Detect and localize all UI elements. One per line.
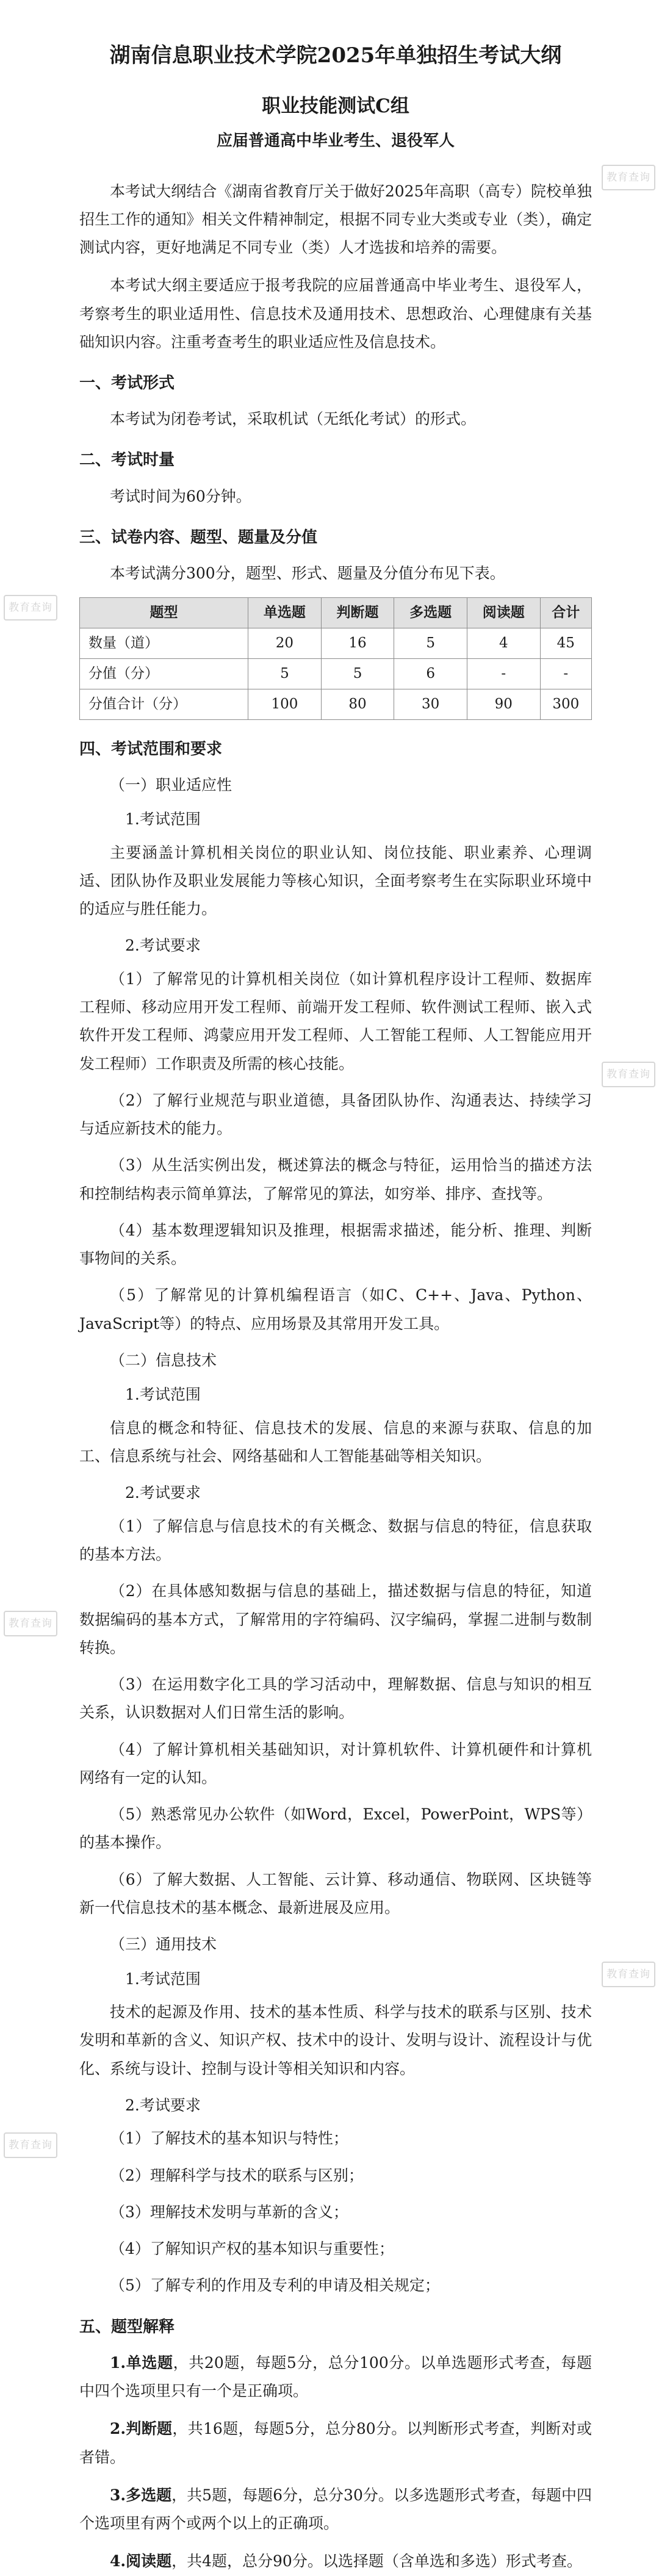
requirement-item: （5）了解常见的计算机编程语言（如C、C++、Java、Python、JavaScript等）的特点、应用场景及其常用开发工具。 [79,1286,592,1333]
requirement-item: （3）从生活实例出发，概述算法的概念与特征，运用恰当的描述方法和控制结构表示简单算法，了解常见的算法，如穷举、排序、查找等。 [79,1156,592,1203]
table-cell: 30 [394,689,467,719]
question-type-term: 3.多选题 [110,2486,172,2504]
table-row [80,628,592,659]
table-cell: 90 [467,689,540,719]
scope-text: 技术的起源及作用、技术的基本性质、科学与技术的联系与区别、技术发明和革新的含义、知识产权、技术中的设计、发明与设计、流程设计与优化、系统与设计、控制与设计等相关知识和内容。 [79,2003,592,2078]
table-cell: 4 [467,628,540,659]
subsection-title-general-technology: （三）通用技术 [110,1935,217,1954]
question-type-item [79,2349,592,2406]
table-cell: 100 [248,689,322,719]
requirement-item: （1）了解常见的计算机相关岗位（如计算机程序设计工程师、数据库工程师、移动应用开发工程师、前端开发工程师、软件测试工程师、嵌入式软件开发工程师、鸿蒙应用开发工程师、人工智能工程师、人工智能应用开发工程师）工作职责及所需的核心技能。 [79,970,592,1073]
question-type-description: ，共5题，每题6分，总分30分。以多选题形式考查，每题中四个选项里有两个或两个以上的正确项。 [79,2486,592,2533]
question-type-term: 2.判断题 [110,2420,173,2438]
requirements-title: 2.考试要求 [125,1484,201,1502]
target-audience: 应届普通高中毕业考生、退役军人 [216,131,455,150]
watermark: 教育查询 [4,2132,57,2158]
table-header-cell: 合计 [540,598,591,628]
section-heading-exam-duration: 二、考试时量 [79,451,175,470]
requirement-item: （4）了解知识产权的基本知识与重要性； [110,2240,394,2258]
table-cell: 分值合计（分） [80,689,248,719]
table-cell: - [467,658,540,689]
question-type-item [79,2481,592,2538]
requirement-item: （3）理解技术发明与革新的含义； [110,2203,348,2221]
exam-duration-text: 考试时间为60分钟。 [110,487,251,505]
table-row [80,689,592,719]
requirement-item: （1）了解技术的基本知识与特性； [110,2129,348,2148]
requirements-title: 2.考试要求 [125,2096,201,2114]
requirement-item: （5）了解专利的作用及专利的申请及相关规定； [110,2276,440,2295]
question-type-description: ，共16题，每题5分，总分80分。以判断形式考查，判断对或者错。 [79,2420,592,2466]
table-cell: 5 [248,658,322,689]
watermark: 教育查询 [602,1062,655,1087]
table-header-cell: 题型 [80,598,248,628]
intro-paragraph-2: 本考试大纲主要适应于报考我院的应届普通高中毕业考生、退役军人，考察考生的职业适用性、信息技术及通用技术、思想政治、心理健康有关基础知识内容。注重考查考生的职业适应性及信息技术。 [79,276,592,351]
question-type-term: 4.阅读题 [110,2552,172,2571]
section-heading-question-types: 五、题型解释 [79,2317,175,2336]
table-cell: 16 [321,628,394,659]
subsection-title-information-technology: （二）信息技术 [110,1351,217,1369]
requirement-item: （6）了解大数据、人工智能、云计算、移动通信、物联网、区块链等新一代信息技术的基本概念、最新进展及应用。 [79,1870,592,1916]
question-type-description: ，共20题，每题5分，总分100分。以单选题形式考查，每题中四个选项里只有一个是正确项。 [79,2353,592,2400]
table-cell: 300 [540,689,591,719]
question-type-description: ，共4题，总分90分。以选择题（含单选和多选）形式考查。 [171,2552,582,2571]
requirement-item: （2）在具体感知数据与信息的基础上，描述数据与信息的特征，知道数据编码的基本方式，了解常用的字符编码、汉字编码，掌握二进制与数制转换。 [79,1582,592,1657]
requirement-item: （2）理解科学与技术的联系与区别； [110,2166,364,2184]
score-distribution-table [79,597,592,719]
table-cell: 分值（分） [80,658,248,689]
table-cell: 5 [394,628,467,659]
requirements-title: 2.考试要求 [125,937,201,955]
scope-text: 主要涵盖计算机相关岗位的职业认知、岗位技能、职业素养、心理调适、团队协作及职业发展能力等核心知识，全面考察考生在实际职业环境中的适应与胜任能力。 [79,843,592,918]
question-type-term: 1.单选题 [110,2353,173,2372]
question-type-item [79,2415,592,2472]
subsection-title-vocational-adaptability: （一）职业适应性 [110,775,232,794]
table-header-cell: 判断题 [321,598,394,628]
table-header-cell: 单选题 [248,598,322,628]
table-cell: - [540,658,591,689]
section-heading-paper-content: 三、试卷内容、题型、题量及分值 [79,528,318,547]
table-header-cell: 阅读题 [467,598,540,628]
exam-form-text: 本考试为闭卷考试，采取机试（无纸化考试）的形式。 [110,410,477,428]
table-cell: 80 [321,689,394,719]
requirement-item: （2）了解行业规范与职业道德，具备团队协作、沟通表达、持续学习与适应新技术的能力。 [79,1091,592,1138]
document-title: 湖南信息职业技术学院2025年单独招生考试大纲 [109,43,562,68]
table-cell: 45 [540,628,591,659]
table-header-cell: 多选题 [394,598,467,628]
table-cell: 数量（道） [80,628,248,659]
watermark: 教育查询 [602,165,655,190]
table-cell: 5 [321,658,394,689]
table-header-row [80,598,592,628]
question-type-item [79,2547,592,2575]
requirement-item: （3）在运用数字化工具的学习活动中，理解数据、信息与知识的相互关系，认识数据对人们日常生活的影响。 [79,1675,592,1722]
section-heading-exam-scope: 四、考试范围和要求 [79,739,223,758]
table-cell: 6 [394,658,467,689]
intro-paragraph-1: 本考试大纲结合《湖南省教育厅关于做好2025年高职（高专）院校单独招生工作的通知》相关文件精神制定，根据不同专业大类或专业（类），确定测试内容，更好地满足不同专业（类）人才选拔和培养的需要。 [79,182,592,256]
scope-text: 信息的概念和特征、信息技术的发展、信息的来源与获取、信息的加工、信息系统与社会、网络基础和人工智能基础等相关知识。 [79,1419,592,1466]
watermark: 教育查询 [602,1962,655,1987]
scope-title: 1.考试范围 [125,1970,201,1988]
scope-title: 1.考试范围 [125,810,201,829]
document-subtitle: 职业技能测试C组 [262,95,409,117]
requirement-item: （1）了解信息与信息技术的有关概念、数据与信息的特征，信息获取的基本方法。 [79,1517,592,1564]
table-cell: 20 [248,628,322,659]
paper-content-text: 本考试满分300分，题型、形式、题量及分值分布见下表。 [110,564,505,583]
requirement-item: （5）熟悉常见办公软件（如Word，Excel，PowerPoint，WPS等）的基本操作。 [79,1805,592,1852]
watermark: 教育查询 [4,1611,57,1636]
section-heading-exam-form: 一、考试形式 [79,374,175,392]
requirement-item: （4）基本数理逻辑知识及推理，根据需求描述，能分析、推理、判断事物间的关系。 [79,1221,592,1268]
watermark: 教育查询 [4,595,57,621]
table-row [80,658,592,689]
requirement-item: （4）了解计算机相关基础知识，对计算机软件、计算机硬件和计算机网络有一定的认知。 [79,1740,592,1786]
scope-title: 1.考试范围 [125,1386,201,1404]
